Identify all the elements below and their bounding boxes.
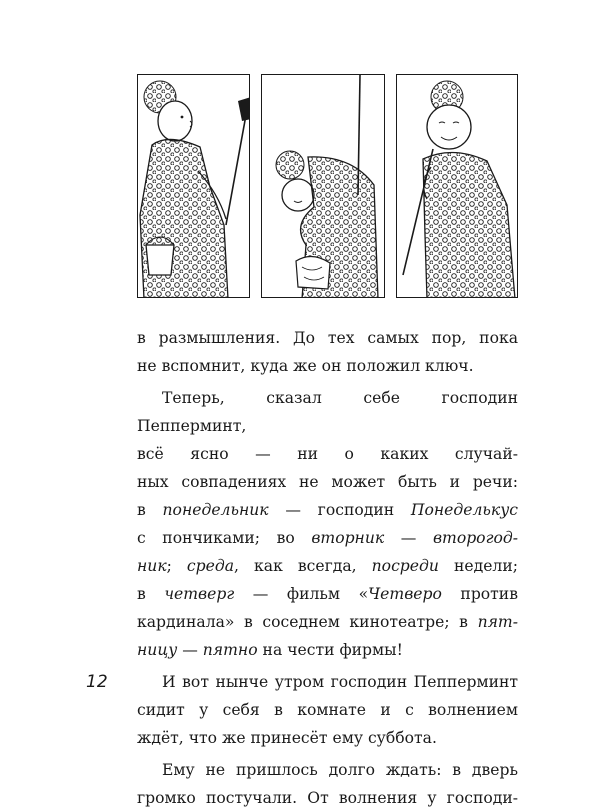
text-line: ных совпадениях не может быть и речи: [137,473,518,491]
text-line: ждёт, что же принесёт ему суббота. [137,729,437,747]
text-line: громко постучали. От волнения у господи- [137,789,518,807]
body-text [137,324,518,812]
text-line: в четверг — фильм «Четверо против [137,585,518,603]
panel-woman-with-broom [137,74,250,298]
text-line: не вспомнит, куда же он положил ключ. [137,357,474,375]
text-line: в понедельник — господин Понеделькус [137,501,518,519]
page-number: 12 [86,672,108,692]
text-line: кардинала» в соседнем кинотеатре; в пят- [137,613,518,631]
text-line: Ему не пришлось долго ждать: в дверь [162,761,518,779]
woman-sweeping-drawing [397,75,518,298]
panel-woman-bending [261,74,385,298]
text-line: И вот нынче утром господин Пепперминт [162,673,518,691]
text-line: в размышления. До тех самых пор, пока [137,329,518,347]
text-line: с пончиками; во вторник — второгод- [137,529,518,547]
text-line: ник; среда, как всегда, посреди недели; [137,557,518,575]
text-line: сидит у себя в комнате и с волнением [137,701,518,719]
woman-with-broom-drawing [138,75,250,298]
woman-bending-drawing [262,75,385,298]
text-line: всё ясно — ни о каких случай- [137,445,518,463]
text-line: ницу — пятно на чести фирмы! [137,641,403,659]
illustration [137,74,518,298]
panel-woman-sweeping [396,74,518,298]
text-line: Теперь, сказал себе господин Пепперминт, [137,389,518,435]
